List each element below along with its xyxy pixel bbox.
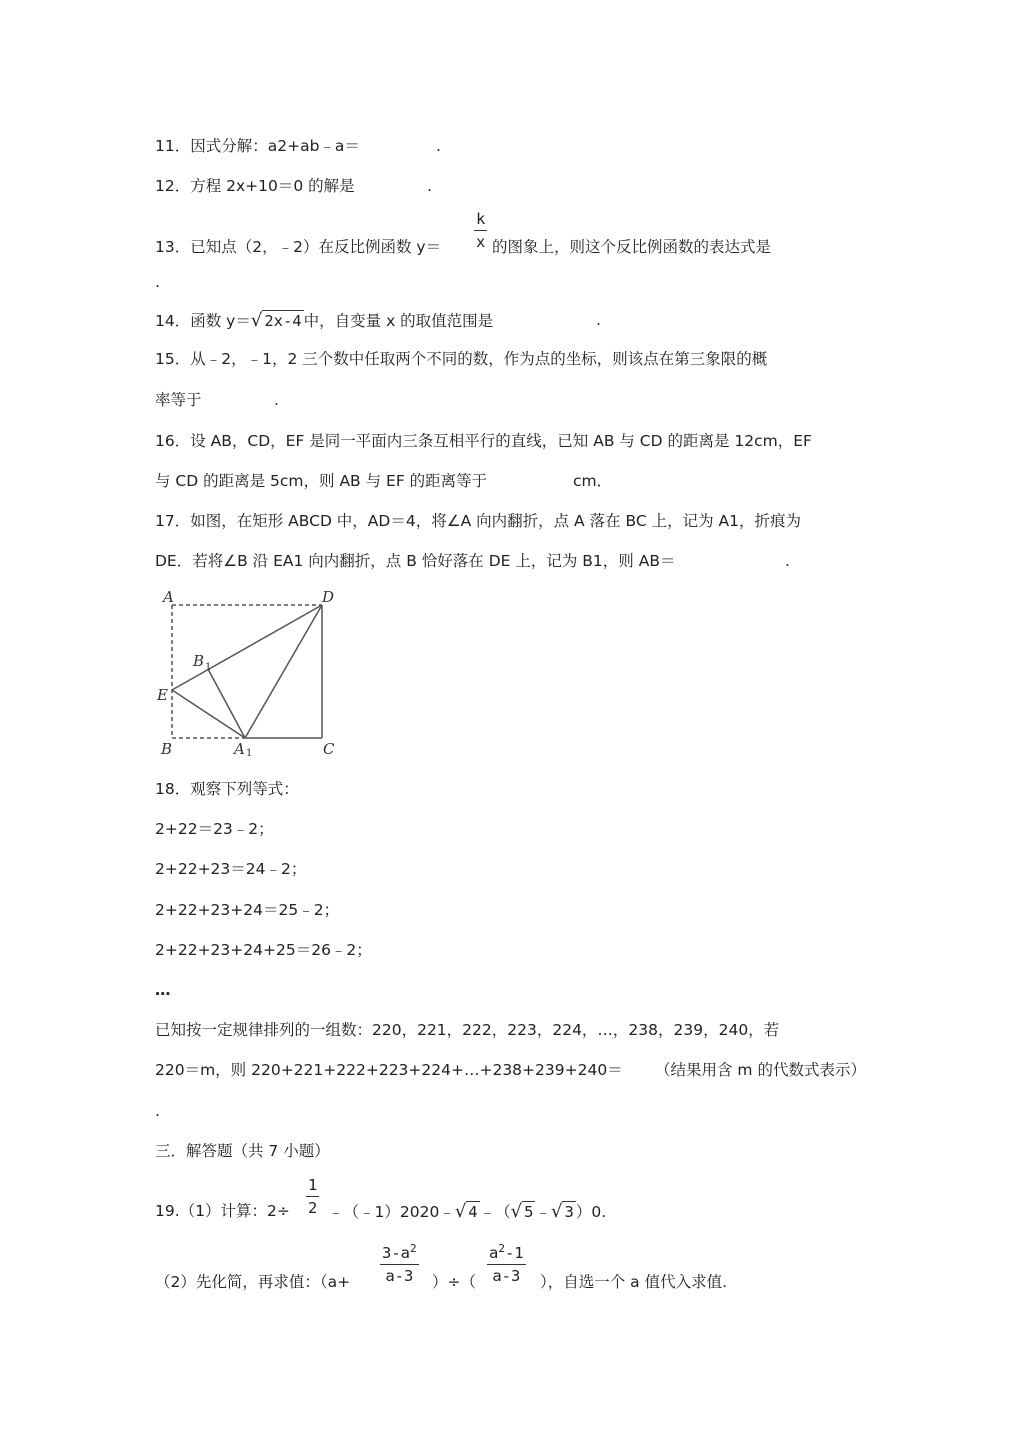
q19-mid1: ﹣（﹣1）2020﹣	[328, 1203, 455, 1221]
q19b-f2-num-exp: 2	[498, 1242, 505, 1255]
label-A1-sub: 1	[246, 748, 253, 759]
q18-ellipsis: …	[155, 981, 171, 999]
q18-equation-2: 2+22+23＝24﹣2；	[155, 860, 307, 878]
q19-frac-den: 2	[308, 1199, 318, 1217]
q19-mid2: ﹣（	[479, 1203, 511, 1221]
q19-sqrt-4	[455, 1201, 480, 1222]
question-19-part1	[155, 1201, 290, 1221]
sqrt-sign: √	[250, 310, 263, 331]
q19b-f1-num-base: 3-a	[382, 1244, 410, 1263]
q14-post: 中，自变量 x 的取值范围是	[303, 312, 494, 330]
question-16-line2: 与 CD 的距离是 5cm，则 AB 与 EF 的距离等于	[155, 472, 488, 490]
label-E: E	[157, 686, 168, 704]
question-19-part2: （2）先化简，再求值：（a+	[155, 1273, 351, 1291]
q19-radicand-4: 4	[468, 1203, 478, 1221]
q18-line6: 已知按一定规律排列的一组数：220，221，222，223，224，…，238，239，240，若	[155, 1021, 780, 1039]
section-3-heading: 三．解答题（共 7 小题）	[155, 1142, 330, 1160]
q16-end: cm．	[573, 472, 613, 490]
sqrt-sign: √	[551, 1201, 563, 1222]
q13-fraction	[474, 208, 487, 253]
edge-A1D	[245, 605, 322, 738]
question-14	[155, 310, 493, 331]
question-13: 13．已知点（2，﹣2）在反比例函数 y＝	[155, 238, 442, 256]
q19b-f1-num	[380, 1238, 419, 1264]
q19b-f2-num-base: a	[489, 1244, 499, 1263]
label-C: C	[323, 740, 335, 758]
q19-fraction	[306, 1174, 319, 1219]
question-11	[155, 136, 360, 156]
q12-end: .	[427, 177, 432, 195]
q19-sqrt-5	[511, 1201, 536, 1222]
q13-post: 的图象上，则这个反比例函数的表达式是	[492, 238, 772, 256]
label-B1-sub: 1	[205, 662, 212, 673]
q18-equation-4: 2+22+23+24+25＝26﹣2；	[155, 941, 372, 959]
question-17-line2: DE．若将∠B 沿 EA1 向内翻折，点 B 恰好落在 DE 上，记为 B1，则 AB＝	[155, 552, 676, 570]
q19b-post: ），自选一个 a 值代入求值.	[540, 1273, 728, 1291]
question-15-line2: 率等于	[155, 391, 202, 409]
q19b-fraction-1	[380, 1238, 419, 1287]
q19-frac-num: 1	[308, 1176, 318, 1194]
q19b-f1-num-exp: 2	[410, 1242, 417, 1255]
fold-ED	[172, 605, 322, 690]
q13-frac-num: k	[476, 210, 486, 228]
label-A1: A	[234, 740, 245, 758]
label-D: D	[322, 588, 335, 606]
q18-equation-3: 2+22+23+24＝25﹣2；	[155, 901, 340, 919]
q14-radicand: 2x-4	[264, 312, 302, 330]
q14-sqrt	[251, 310, 304, 331]
q19-end: ）0.	[575, 1203, 607, 1221]
question-17-line1: 17．如图，在矩形 ABCD 中，AD＝4，将∠A 向内翻折，点 A 落在 BC 上，记为 A1，折痕为	[155, 512, 802, 530]
q19-minus: ﹣	[535, 1203, 551, 1221]
q18-equation-1: 2+22＝23﹣2；	[155, 820, 274, 838]
q15-end: .	[274, 391, 279, 409]
q13-frac-den: x	[476, 233, 486, 251]
sqrt-sign: √	[510, 1201, 523, 1222]
q19b-f2-num-tail: -1	[504, 1244, 524, 1263]
question-12: 12．方程 2x+10＝0 的解是	[155, 177, 355, 195]
question-15-line1: 15．从﹣2，﹣1，2 三个数中任取两个不同的数，作为点的坐标，则该点在第三象限的概	[155, 350, 768, 368]
q19-radicand-3: 3	[564, 1203, 574, 1221]
label-A: A	[163, 588, 174, 606]
q11-end: .	[436, 137, 441, 155]
q19-rest	[328, 1201, 606, 1222]
q17-end: .	[785, 552, 790, 570]
label-B: B	[161, 740, 173, 758]
edge-B1A1	[208, 669, 245, 738]
question-18: 18．观察下列等式：	[155, 780, 299, 798]
q18-end: .	[155, 1102, 160, 1120]
sqrt-sign: √	[454, 1201, 467, 1222]
q13-end: .	[155, 273, 160, 291]
edge-EA1	[172, 690, 245, 738]
question-16-line1: 16．设 AB，CD，EF 是同一平面内三条互相平行的直线，已知 AB 与 CD 的距离是 12cm，EF	[155, 432, 812, 450]
q11-text: 11．因式分解：a2+ab﹣a＝	[155, 137, 360, 155]
q18-line7: 220＝m，则 220+221+222+223+224+…+238+239+240＝	[155, 1061, 623, 1079]
q19b-f2-num	[487, 1238, 526, 1264]
q19-radicand-5: 5	[524, 1203, 534, 1221]
q19b-fraction-2	[487, 1238, 526, 1287]
q19b-f2-den: a-3	[492, 1267, 521, 1286]
geometry-figure	[150, 585, 350, 760]
q19b-f1-den: a-3	[385, 1267, 414, 1286]
q19b-div: ）÷（	[432, 1273, 476, 1291]
q19-pre: 19.（1）计算：2÷	[155, 1202, 290, 1220]
q18-line7-tail: （结果用含 m 的代数式表示）	[655, 1061, 866, 1079]
label-B1: B	[193, 652, 205, 670]
q14-end: .	[596, 311, 601, 329]
q19-sqrt-3	[551, 1201, 576, 1222]
q14-pre: 14．函数 y＝	[155, 312, 251, 330]
